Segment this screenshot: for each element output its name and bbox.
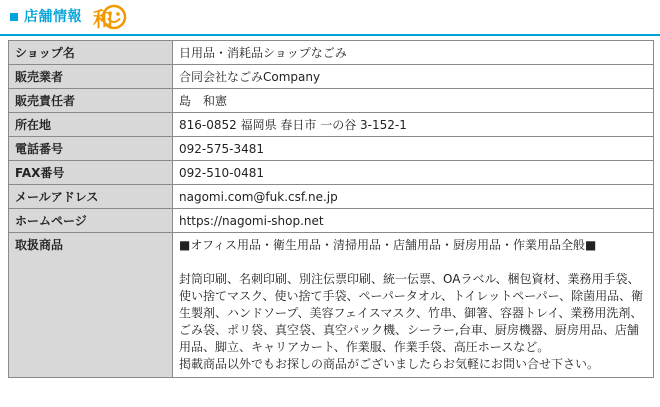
products-note: 掲載商品以外でもお探しの商品がございましたらお気軽にお問い合せ下さい。 (179, 357, 600, 371)
row-label: 取扱商品 (9, 233, 173, 378)
row-value: 092-510-0481 (173, 161, 654, 185)
row-value: 島 和憲 (173, 89, 654, 113)
row-label: 販売業者 (9, 65, 173, 89)
table-row (9, 89, 654, 113)
email-link[interactable]: nagomi.com@fuk.csf.ne.jp (173, 185, 654, 209)
square-bullet-icon (10, 13, 18, 21)
row-label: メールアドレス (9, 185, 173, 209)
row-value: 092-575-3481 (173, 137, 654, 161)
table-row-products (9, 233, 654, 378)
wa-smile-logo-icon (92, 2, 128, 32)
row-value: 816-0852 福岡県 春日市 一の谷 3-152-1 (173, 113, 654, 137)
table-row (9, 185, 654, 209)
section-title: 店舗情報 (24, 9, 82, 25)
row-label: FAX番号 (9, 161, 173, 185)
table-row (9, 113, 654, 137)
row-label: 所在地 (9, 113, 173, 137)
row-label: ショップ名 (9, 41, 173, 65)
table-row (9, 209, 654, 233)
row-value: 日用品・消耗品ショップなごみ (173, 41, 654, 65)
products-cell (173, 233, 654, 378)
logo-letter: 和 (93, 7, 113, 31)
table-row (9, 161, 654, 185)
products-headline: ■オフィス用品・衛生用品・清掃用品・店舗用品・厨房用品・作業用品全般■ (179, 238, 597, 252)
table-row (9, 137, 654, 161)
section-header (0, 0, 660, 36)
row-value: 合同会社なごみCompany (173, 65, 654, 89)
homepage-link[interactable]: https://nagomi-shop.net (173, 209, 654, 233)
table-row (9, 41, 654, 65)
row-label: ホームページ (9, 209, 173, 233)
row-label: 販売責任者 (9, 89, 173, 113)
products-list: 封筒印刷、名刺印刷、別注伝票印刷、統一伝票、OAラベル、梱包資材、業務用手袋、使い捨てマスク、使い捨て手袋、ペーパータオル、トイレットペーパー、除菌用品、衛生製剤、ハンドソープ、美容フェイスマスク、竹串、御箸、容器トレイ、業務用洗剤、ごみ袋、ポリ袋、真空袋、真空パック機、シーラー,台車、厨房機器、厨房用品、店舗用品、脚立、キャリアカート、作業服、作業手袋、高圧ホースなど。 (179, 272, 644, 354)
table-row (9, 65, 654, 89)
shop-info-table (8, 40, 654, 378)
row-label: 電話番号 (9, 137, 173, 161)
